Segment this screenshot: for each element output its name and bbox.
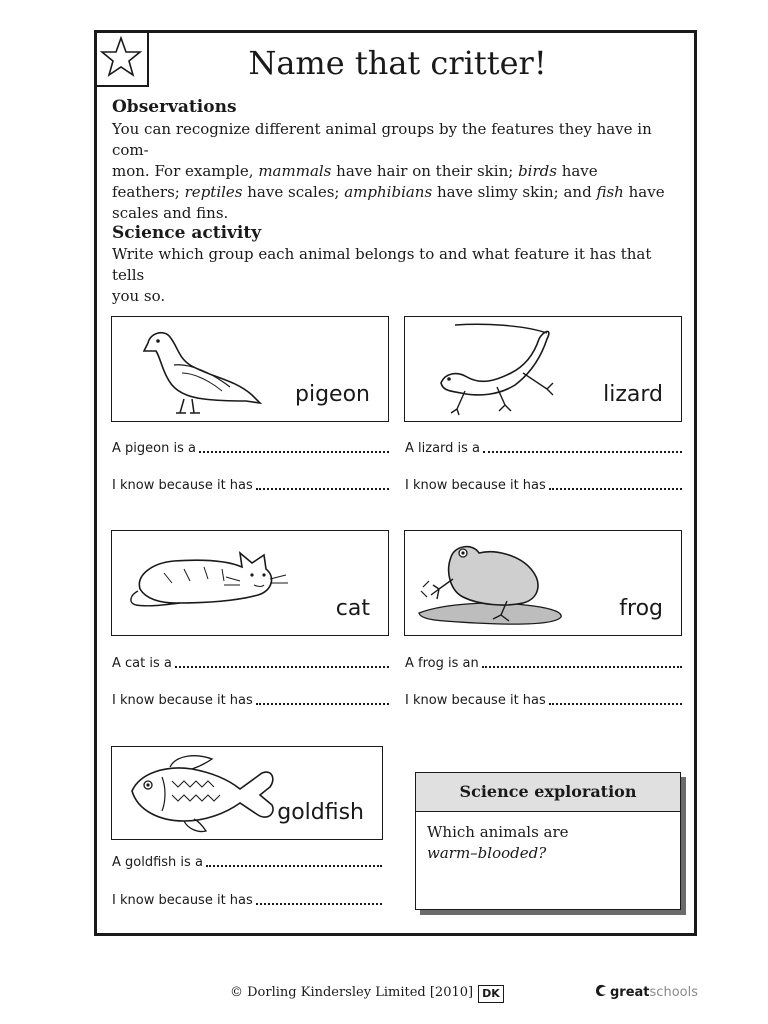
cat-group-blank[interactable] <box>175 665 389 668</box>
activity-text: Write which group each animal belongs to and what feature it has that tells you so. <box>112 245 652 305</box>
dk-logo: DK <box>478 985 504 1003</box>
goldfish-reason-blank[interactable] <box>256 902 382 905</box>
pigeon-illustration <box>134 321 270 417</box>
frog-group-blank[interactable] <box>482 665 682 668</box>
pigeon-reason-blank[interactable] <box>256 487 389 490</box>
greatschools-swirl-icon <box>594 983 610 999</box>
exploration-question: Which animals are warm–blooded? <box>427 823 569 862</box>
goldfish-group-blank[interactable] <box>206 864 382 867</box>
frog-group-line: A frog is an <box>405 656 682 671</box>
goldfish-label: goldfish <box>277 800 364 825</box>
cat-reason-blank[interactable] <box>256 702 389 705</box>
activity-heading: Science activity <box>112 223 262 243</box>
frog-reason-blank[interactable] <box>549 702 682 705</box>
goldfish-group-line: A goldfish is a <box>112 855 382 870</box>
pigeon-group-blank[interactable] <box>199 450 389 453</box>
lizard-label: lizard <box>603 382 663 407</box>
goldfish-illustration <box>126 751 276 835</box>
lizard-group-line: A lizard is a <box>405 441 682 456</box>
cat-label: cat <box>335 596 370 621</box>
frog-illustration <box>415 539 565 629</box>
exploration-heading: Science exploration <box>416 773 680 812</box>
greatschools-logo: greatschools <box>594 983 698 1000</box>
lizard-illustration <box>435 321 575 417</box>
cat-reason-line: I know because it has <box>112 693 389 708</box>
goldfish-reason-line: I know because it has <box>112 893 382 908</box>
star-badge <box>94 30 149 87</box>
frog-reason-line: I know because it has <box>405 693 682 708</box>
lizard-group-blank[interactable] <box>483 450 682 453</box>
pigeon-label: pigeon <box>295 382 370 407</box>
star-icon <box>99 35 143 79</box>
lizard-card <box>404 316 682 422</box>
pigeon-group-line: A pigeon is a <box>112 441 389 456</box>
frog-card <box>404 530 682 636</box>
science-exploration-box <box>415 772 681 910</box>
cat-card <box>111 530 389 636</box>
lizard-reason-line: I know because it has <box>405 478 682 493</box>
page-title: Name that critter! <box>248 44 547 82</box>
observations-text: You can recognize different animal groups by the features they have in com- mon. For example, mammals have hair on their skin; birds have feathers; reptiles have scales; amphibians have slimy skin; and fish have scales and fins. <box>112 120 665 222</box>
observations-heading: Observations <box>112 97 237 117</box>
cat-group-line: A cat is a <box>112 656 389 671</box>
copyright-notice: © Dorling Kindersley Limited [2010] <box>230 985 474 1000</box>
pigeon-card <box>111 316 389 422</box>
cat-illustration <box>124 543 294 613</box>
lizard-reason-blank[interactable] <box>549 487 682 490</box>
pigeon-reason-line: I know because it has <box>112 478 389 493</box>
goldfish-card <box>111 746 383 840</box>
frog-label: frog <box>619 596 663 621</box>
